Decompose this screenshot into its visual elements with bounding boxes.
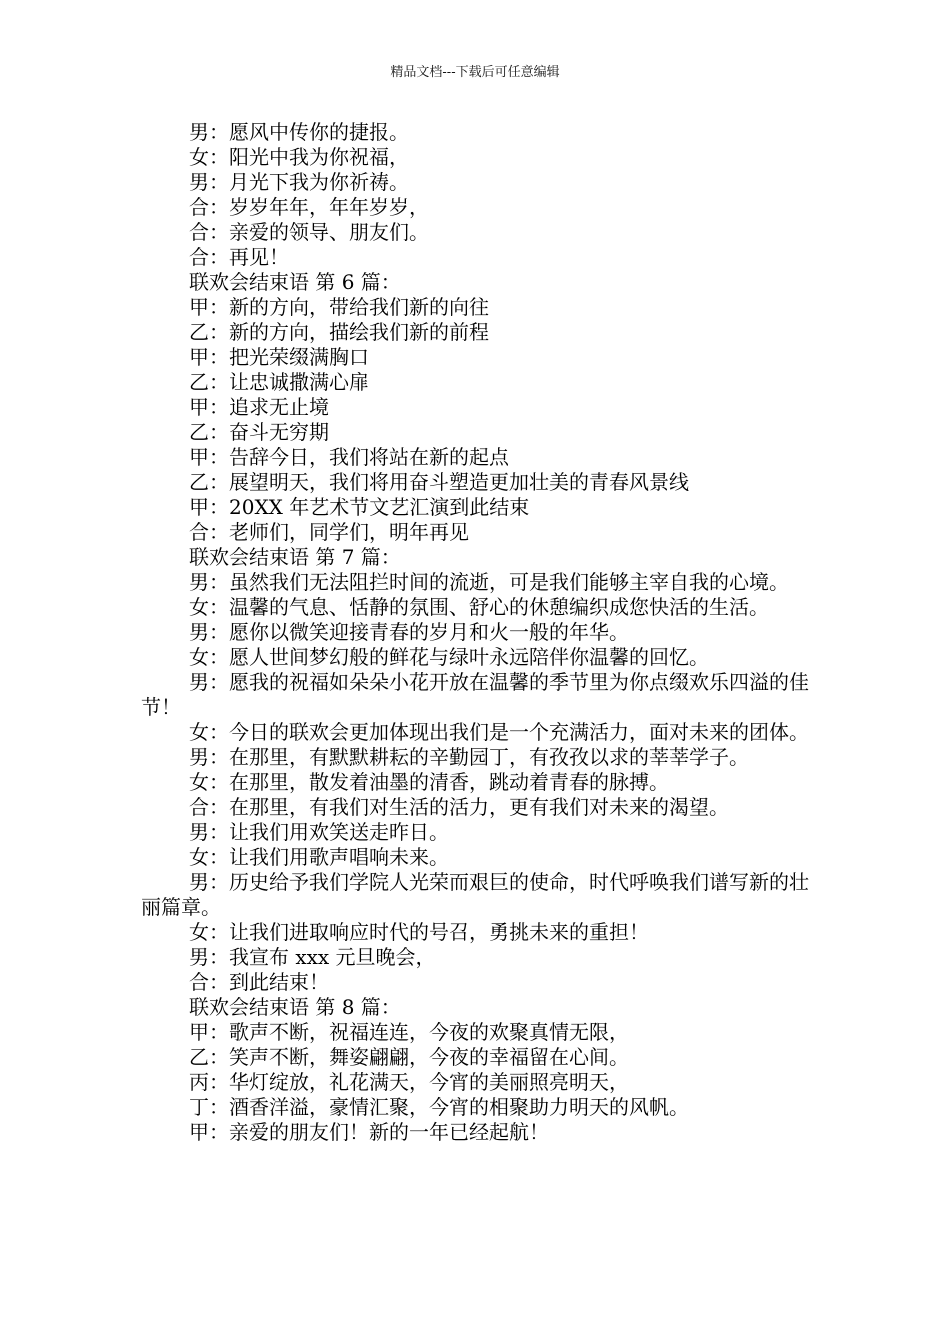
paragraph: 男：虽然我们无法阻拦时间的流逝，可是我们能够主宰自我的心境。 <box>189 570 789 594</box>
text-line: 女：愿人世间梦幻般的鲜花与绿叶永远陪伴你温馨的回忆。 <box>189 645 709 669</box>
text-line: 男：让我们用欢笑送走昨日。 <box>189 820 449 844</box>
text-line: 合：老师们，同学们，明年再见 <box>189 520 469 544</box>
text-line: 男：月光下我为你祈祷。 <box>189 170 409 194</box>
text-line: 女：让我们进取响应时代的号召，勇挑未来的重担！ <box>189 920 649 944</box>
text-line: 男：愿你以微笑迎接青春的岁月和火一般的年华。 <box>189 620 629 644</box>
text-line: 女：阳光中我为你祝福， <box>189 145 409 169</box>
text-line: 丙：华灯绽放，礼花满天，今宵的美丽照亮明天， <box>189 1070 629 1094</box>
text-line: 甲：歌声不断，祝福连连，今夜的欢聚真情无限， <box>189 1020 629 1044</box>
text-line: 女：让我们用歌声唱响未来。 <box>189 845 449 869</box>
text-line: 乙：奋斗无穷期 <box>189 420 329 444</box>
text-line: 乙：笑声不断，舞姿翩翩，今夜的幸福留在心间。 <box>189 1045 629 1069</box>
text-line: 合：岁岁年年，年年岁岁， <box>189 195 429 219</box>
paragraph: 女：今日的联欢会更加体现出我们是一个充满活力，面对未来的团体。 <box>189 720 809 744</box>
text-line: 乙：新的方向，描绘我们新的前程 <box>189 320 489 344</box>
page-header: 精品文档---下载后可任意编辑 <box>390 65 560 80</box>
text-line: 甲：把光荣缀满胸口 <box>189 345 369 369</box>
text-line: 甲：告辞今日，我们将站在新的起点 <box>189 445 509 469</box>
text-line: 甲：追求无止境 <box>189 395 329 419</box>
document-body <box>141 120 809 1145</box>
paragraph: 女：温馨的气息、恬静的氛围、舒心的休憩编织成您快活的生活。 <box>189 595 769 619</box>
text-line: 联欢会结束语 第 8 篇： <box>189 995 401 1019</box>
text-line: 女：在那里，散发着油墨的清香，跳动着青春的脉搏。 <box>189 770 669 794</box>
text-line: 联欢会结束语 第 6 篇： <box>189 270 401 294</box>
text-line: 乙：展望明天，我们将用奋斗塑造更加壮美的青春风景线 <box>189 470 689 494</box>
text-line: 合：到此结束！ <box>189 970 329 994</box>
paragraph: 男：愿我的祝福如朵朵小花开放在温馨的季节里为你点缀欢乐四溢的佳节！ <box>141 670 809 719</box>
text-line: 男：愿风中传你的捷报。 <box>189 120 409 144</box>
text-line: 男：在那里，有默默耕耘的辛勤园丁，有孜孜以求的莘莘学子。 <box>189 745 749 769</box>
text-line: 合：亲爱的领导、朋友们。 <box>189 220 429 244</box>
text-line: 男：我宣布 xxx 元旦晚会， <box>189 945 436 969</box>
text-line: 合：再见！ <box>189 245 289 269</box>
text-line: 合：在那里，有我们对生活的活力，更有我们对未来的渴望。 <box>189 795 729 819</box>
text-line: 联欢会结束语 第 7 篇： <box>189 545 401 569</box>
text-line: 丁：酒香洋溢，豪情汇聚，今宵的相聚助力明天的风帆。 <box>189 1095 689 1119</box>
text-line: 甲：新的方向，带给我们新的向往 <box>189 295 489 319</box>
text-line: 甲：亲爱的朋友们！新的一年已经起航！ <box>189 1120 549 1144</box>
paragraph: 男：历史给予我们学院人光荣而艰巨的使命，时代呼唤我们谱写新的壮丽篇章。 <box>141 870 809 919</box>
text-line: 乙：让忠诚撒满心扉 <box>189 370 369 394</box>
text-line: 甲：20XX 年艺术节文艺汇演到此结束 <box>189 495 530 519</box>
